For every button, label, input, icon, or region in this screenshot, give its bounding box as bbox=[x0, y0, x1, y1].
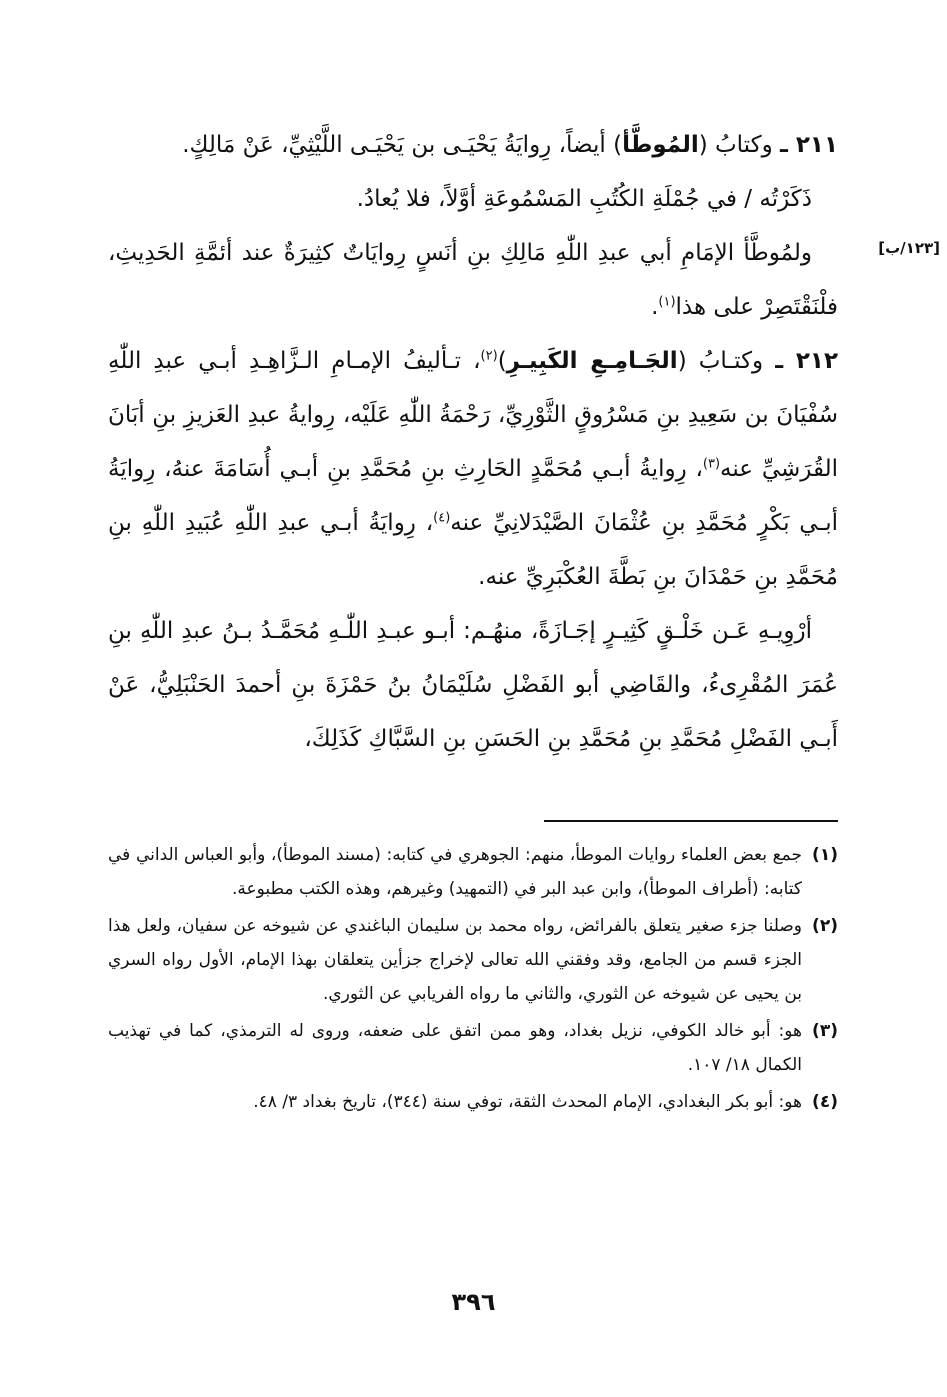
footnotes bbox=[108, 838, 838, 1122]
footnote-text: جمع بعض العلماء روايات الموطأ، منهم: الجوهري في كتابه: (مسند الموطأ)، وأبو العباس الداني في كتابه: (أطراف الموطأ)، وابن عبد البر في (التمهيد) وغيرهم، وهذه الكتب مطبوعة. bbox=[108, 845, 802, 899]
footnote-ref-4[interactable]: (٤) bbox=[433, 510, 451, 526]
entry-211 bbox=[108, 118, 838, 172]
footnote-text: هو: أبو بكر البغدادي، الإمام المحدث الثقة، توفي سنة (٣٤٤)، تاريخ بغداد ٣/ ٤٨. bbox=[253, 1092, 802, 1112]
entry-211-note-end: . bbox=[651, 294, 659, 320]
footnote-ref-2[interactable]: (٢) bbox=[480, 348, 498, 364]
entry-211-number: ٢١١ ـ bbox=[780, 132, 838, 158]
footnote-ref-3[interactable]: (٣) bbox=[702, 456, 721, 472]
footnote-4 bbox=[108, 1085, 838, 1119]
entry-212-text-b: ) bbox=[497, 348, 507, 374]
footnote-1 bbox=[108, 838, 838, 906]
footnote-text: هو: أبو خالد الكوفي، نزيل بغداد، وهو ممن اتفق على ضعفه، وروى له الترمذي، كما في تهذيب الكمال ١٨/ ١٠٧. bbox=[108, 1021, 802, 1075]
margin-folio-note: [١٢٣/ب] bbox=[878, 239, 940, 257]
entry-211-note bbox=[108, 226, 838, 334]
footnote-ref-1[interactable]: (١) bbox=[658, 294, 676, 310]
footnote-number: (١) bbox=[812, 845, 838, 865]
entry-212-text-d: ، رِوايةُ أبـي مُحَمَّدٍ الحَارِثِ بنِ مُحَمَّدِ بنِ أبـي أُسَامَةَ عنهُ، رِوايَةُ أبـي بَكْرٍ مُحَمَّدِ بنِ عُثْمَانَ الصَّيْدَلانِيِّ عنه bbox=[108, 456, 838, 536]
footnote-text: وصلنا جزء صغير يتعلق بالفرائض، رواه محمد بن سليمان الباغندي عن شيوخه عن سفيان، ولعل هذا الجزء قسم من الجامع، وقد وفقني الله تعالى لإخراج جزأين يتعلقان بهذا الإمام، الأول رواه السري بن يحيى عن شيوخه عن الثوري، والثاني ما رواه الفريابي عن الثوري. bbox=[108, 916, 802, 1004]
entry-211-title: المُوطَّأ bbox=[622, 132, 699, 158]
entry-212-text-a: وكتـابُ ( bbox=[677, 348, 776, 374]
entry-211-text-a: وكتابُ ( bbox=[698, 132, 780, 158]
page-number: ٣٩٦ bbox=[451, 1288, 496, 1316]
footnote-2 bbox=[108, 909, 838, 1011]
entry-212-isnad: أرْوِيـهِ عَـن خَلْـقٍ كَثِيـرٍ إجَـازَةً، منهُـم: أبـو عبـدِ اللّٰـهِ مُحَمَّـدُ بـنُ عبدِ اللّٰهِ بنِ عُمَرَ المُقْرِىءُ، والقَاضِي أبو الفَضْلِ سُلَيْمَانُ بنُ حَمْزَةَ بنِ أحمدَ الحَنْبَلِيُّ، عَنْ أَبـي الفَضْلِ مُحَمَّدِ بنِ مُحَمَّدِ بنِ الحَسَنِ بنِ السَّبَّاكِ كَذَلِكَ، bbox=[108, 618, 838, 752]
footnote-3 bbox=[108, 1014, 838, 1082]
entry-212 bbox=[108, 334, 838, 604]
entry-211-text-b: ) أيضاً، رِوايَةُ يَحْيَـى بن يَحْيَـى اللَّيْثِيِّ، عَنْ مَالِكٍ. bbox=[182, 132, 623, 158]
main-text bbox=[108, 118, 838, 766]
footnote-separator bbox=[544, 820, 838, 822]
entry-212-title: الجَـامِـعِ الكَبِيـرِ bbox=[506, 348, 678, 374]
entry-211-mention: ذَكَرْتُه / في جُمْلَةِ الكُتُبِ المَسْمُوعَةِ أوَّلاً، فلا يُعادُ. bbox=[356, 186, 812, 212]
entry-212-text-c: ، تـأليفُ الإمـامِ الـزَّاهِـدِ أبـي عبدِ اللّٰهِ سُفْيَانَ بن سَعِيدِ بنِ مَسْرُوقٍ الثَّوْرِيِّ، رَحْمَةُ اللّٰهِ عَلَيْه، رِوايةُ عبدِ العَزيزِ بنِ أبَانَ القُرَشِيِّ عنه bbox=[108, 348, 838, 482]
entry-212-number: ٢١٢ ـ bbox=[775, 348, 838, 374]
entry-211-note-text: ولمُوطَّأ الإمَامِ أبي عبدِ اللّٰهِ مَالِكِ بنِ أنَسٍ رِوايَاتٌ كثِيرَةٌ عند أئمَّةِ الحَدِيثِ، فلْنَقْتَصِرْ على هذا bbox=[108, 240, 838, 320]
footnote-number: (٣) bbox=[812, 1021, 838, 1041]
entry-212-text-e: ، رِوايَةُ أبـي عبدِ اللّٰهِ عُبَيدِ اللّٰهِ بنِ مُحَمَّدِ بنِ حَمْدَانَ بنِ بَطَّةَ العُكْبَرِيِّ عنه. bbox=[108, 510, 838, 590]
footnote-number: (٤) bbox=[812, 1092, 838, 1112]
footnote-number: (٢) bbox=[812, 916, 838, 936]
